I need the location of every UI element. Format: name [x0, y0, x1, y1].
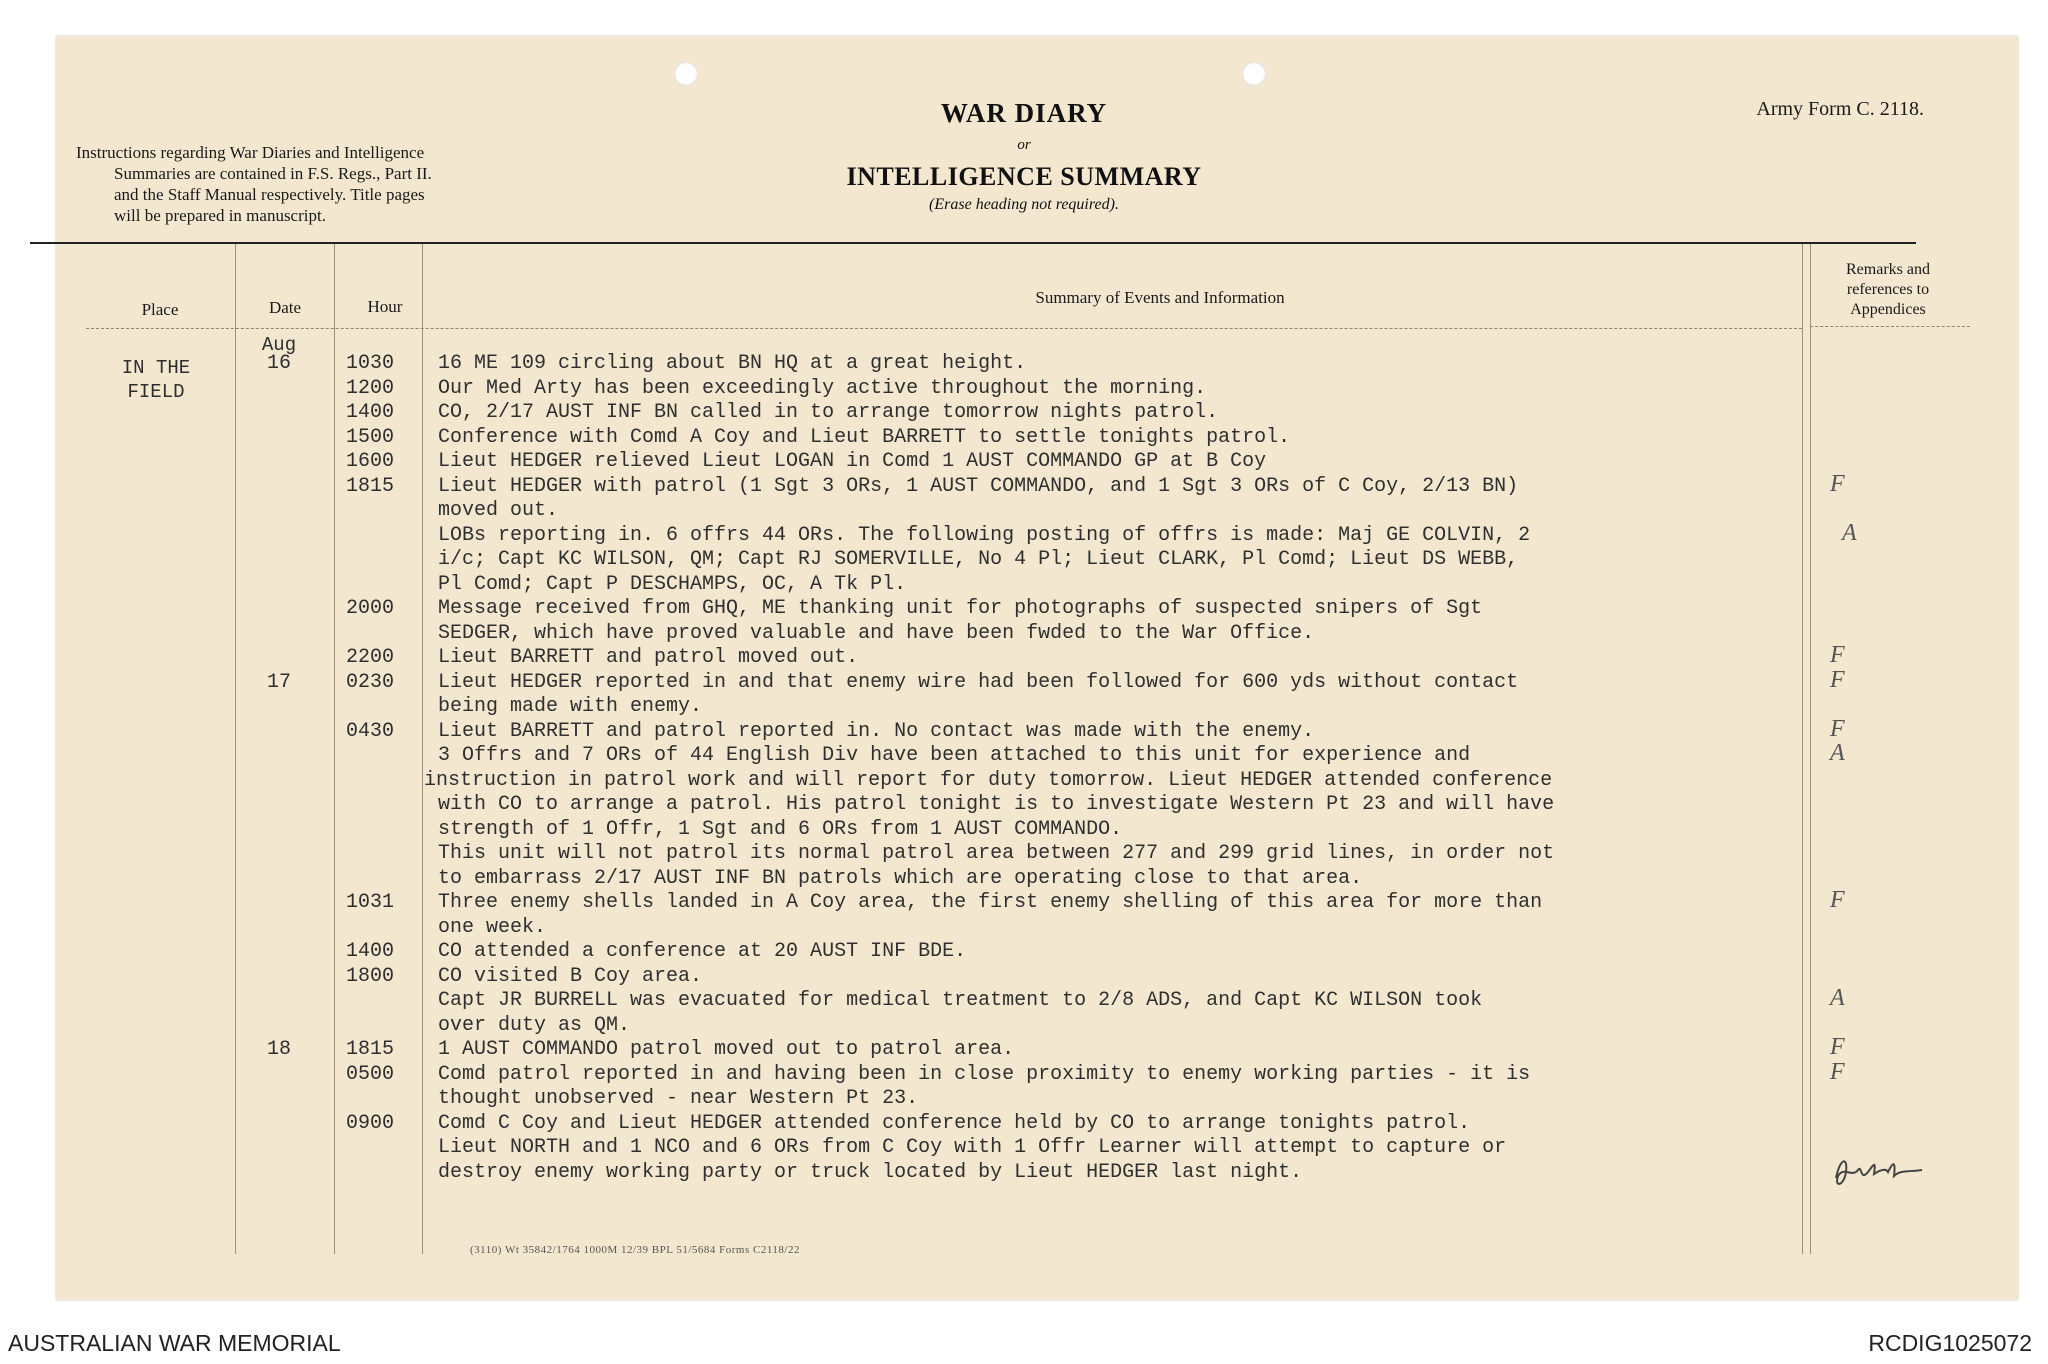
summary-line: destroy enemy working party or truck located by Lieut HEDGER last night.	[438, 1161, 1303, 1184]
summary-line: This unit will not patrol its normal patrol area between 277 and 299 grid lines, in order not	[438, 842, 1555, 865]
hour-entry: 0500	[346, 1063, 395, 1086]
summary-line: Lieut HEDGER with patrol (1 Sgt 3 ORs, 1 AUST COMMANDO, and 1 Sgt 3 ORs of C Coy, 2/13 BN)	[438, 475, 1519, 498]
summary-line: with CO to arrange a patrol. His patrol tonight is to investigate Western Pt 23 and will have	[438, 793, 1555, 816]
summary-line: Our Med Arty has been exceedingly active throughout the morning.	[438, 377, 1207, 400]
remark-mark: F	[1830, 1034, 1845, 1060]
column-header-remarks	[1808, 260, 1968, 320]
remarks-header-line: Appendices	[1850, 301, 1926, 318]
date-entry: 18	[266, 1038, 291, 1061]
hour-entry: 1800	[346, 965, 395, 988]
column-header-summary: Summary of Events and Information	[1035, 288, 1285, 307]
summary-line: SEDGER, which have proved valuable and have been fwded to the War Office.	[438, 622, 1315, 645]
form-subtitle: INTELLIGENCE SUMMARY	[846, 162, 1202, 191]
column-divider	[1810, 244, 1811, 1254]
date-entry: 16	[266, 352, 291, 375]
summary-line: Lieut BARRETT and patrol moved out.	[438, 646, 859, 669]
summary-line: being made with enemy.	[438, 695, 703, 718]
instruction-line: and the Staff Manual respectively. Title pages	[114, 185, 425, 204]
hour-entry: 1030	[346, 352, 395, 375]
remark-mark: F	[1830, 471, 1845, 497]
date-entry: 17	[266, 671, 291, 694]
archive-caption: AUSTRALIAN WAR MEMORIAL	[8, 1330, 341, 1356]
place-line: FIELD	[127, 381, 185, 403]
column-divider	[334, 244, 335, 1254]
remark-mark: F	[1830, 887, 1845, 913]
hour-entry: 1400	[346, 940, 395, 963]
summary-line: Capt JR BURRELL was evacuated for medical treatment to 2/8 ADS, and Capt KC WILSON took	[438, 989, 1483, 1012]
remarks-header-line: Remarks and	[1846, 261, 1930, 278]
print-line: (3110) Wt 35842/1764 1000M 12/39 BPL 51/5684 Forms C2118/22	[470, 1244, 800, 1256]
summary-line: i/c; Capt KC WILSON, QM; Capt RJ SOMERVILLE, No 4 Pl; Lieut CLARK, Pl Comd; Lieut DS WEBB,	[438, 548, 1519, 571]
form-title-or: or	[1017, 137, 1031, 153]
hour-entry: 1815	[346, 1038, 395, 1061]
hour-entry: 2200	[346, 646, 395, 669]
summary-line: instruction in patrol work and will report for duty tomorrow. Lieut HEDGER attended conference	[424, 769, 1553, 792]
summary-line: Lieut HEDGER relieved Lieut LOGAN in Comd 1 AUST COMMANDO GP at B Coy	[438, 450, 1267, 473]
column-divider	[1802, 244, 1803, 1254]
column-header-date: Date	[268, 298, 302, 317]
summary-line: moved out.	[438, 499, 559, 522]
summary-line: one week.	[438, 916, 547, 939]
summary-line: strength of 1 Offr, 1 Sgt and 6 ORs from 1 AUST COMMANDO.	[438, 818, 1123, 841]
place-line: IN THE	[121, 357, 191, 379]
hour-entry: 1200	[346, 377, 395, 400]
remark-mark: F	[1830, 1059, 1845, 1085]
hour-entry: 0230	[346, 671, 395, 694]
punch-hole	[674, 62, 698, 86]
hour-entry: 1815	[346, 475, 395, 498]
remark-mark: F	[1830, 642, 1845, 668]
remarks-header-line: references to	[1846, 281, 1930, 298]
punch-hole	[1242, 62, 1266, 86]
hour-entry: 1400	[346, 401, 395, 424]
summary-line: Comd C Coy and Lieut HEDGER attended conference held by CO to arrange tonights patrol.	[438, 1112, 1471, 1135]
summary-line: CO attended a conference at 20 AUST INF BDE.	[438, 940, 967, 963]
army-form-number: Army Form C. 2118.	[1756, 98, 1924, 120]
remark-mark: A	[1830, 985, 1845, 1011]
summary-line: Conference with Comd A Coy and Lieut BARRETT to settle tonights patrol.	[438, 426, 1291, 449]
place-entry	[96, 356, 216, 404]
remark-mark: A	[1830, 740, 1845, 766]
date-month: Aug	[261, 334, 297, 356]
summary-line: Lieut NORTH and 1 NCO and 6 ORs from C Coy with 1 Offr Learner will attempt to capture or	[438, 1136, 1507, 1159]
header-divider	[1810, 326, 1970, 327]
summary-line: Message received from GHQ, ME thanking unit for photographs of suspected snipers of Sgt	[438, 597, 1483, 620]
hour-entry: 0900	[346, 1112, 395, 1135]
summary-line: over duty as QM.	[438, 1014, 631, 1037]
summary-line: LOBs reporting in. 6 offrs 44 ORs. The following posting of offrs is made: Maj GE COLVIN, 2	[438, 524, 1531, 547]
summary-line: thought unobserved - near Western Pt 23.	[438, 1087, 919, 1110]
header-divider	[86, 328, 1802, 329]
column-divider	[235, 244, 236, 1254]
summary-line: Lieut BARRETT and patrol reported in. No contact was made with the enemy.	[438, 720, 1315, 743]
instruction-line: Summaries are contained in F.S. Regs., Part II.	[114, 164, 432, 183]
column-header-place: Place	[141, 300, 179, 319]
summary-line: Comd patrol reported in and having been in close proximity to enemy working parties - it is	[438, 1063, 1531, 1086]
remark-mark: F	[1830, 716, 1845, 742]
summary-line: Three enemy shells landed in A Coy area, the first enemy shelling of this area for more than	[438, 891, 1543, 914]
archive-reference: RCDIG1025072	[1868, 1330, 2032, 1356]
signature-icon	[1830, 1148, 1930, 1192]
summary-line: CO, 2/17 AUST INF BN called in to arrange tomorrow nights patrol.	[438, 401, 1219, 424]
summary-line: CO visited B Coy area.	[438, 965, 703, 988]
header-rule	[30, 242, 1916, 244]
remark-mark: F	[1830, 667, 1845, 693]
summary-line: 1 AUST COMMANDO patrol moved out to patrol area.	[438, 1038, 1015, 1061]
hour-entry: 1500	[346, 426, 395, 449]
summary-line: Lieut HEDGER reported in and that enemy wire had been followed for 600 yds without contact	[438, 671, 1519, 694]
column-header-hour: Hour	[367, 297, 403, 316]
hour-entry: 0430	[346, 720, 395, 743]
hour-entry: 1031	[346, 891, 395, 914]
remark-mark: A	[1842, 520, 1857, 546]
instruction-line: Instructions regarding War Diaries and Intelligence	[76, 143, 425, 162]
summary-line: to embarrass 2/17 AUST INF BN patrols which are operating close to that area.	[438, 867, 1363, 890]
hour-entry: 2000	[346, 597, 395, 620]
instruction-line: will be prepared in manuscript.	[114, 206, 326, 225]
summary-line: 3 Offrs and 7 ORs of 44 English Div have been attached to this unit for experience and	[438, 744, 1471, 767]
form-erase-note: (Erase heading not required).	[929, 196, 1119, 213]
hour-entry: 1600	[346, 450, 395, 473]
summary-line: Pl Comd; Capt P DESCHAMPS, OC, A Tk Pl.	[438, 573, 907, 596]
summary-line: 16 ME 109 circling about BN HQ at a great height.	[438, 352, 1027, 375]
form-title: WAR DIARY	[940, 98, 1108, 128]
